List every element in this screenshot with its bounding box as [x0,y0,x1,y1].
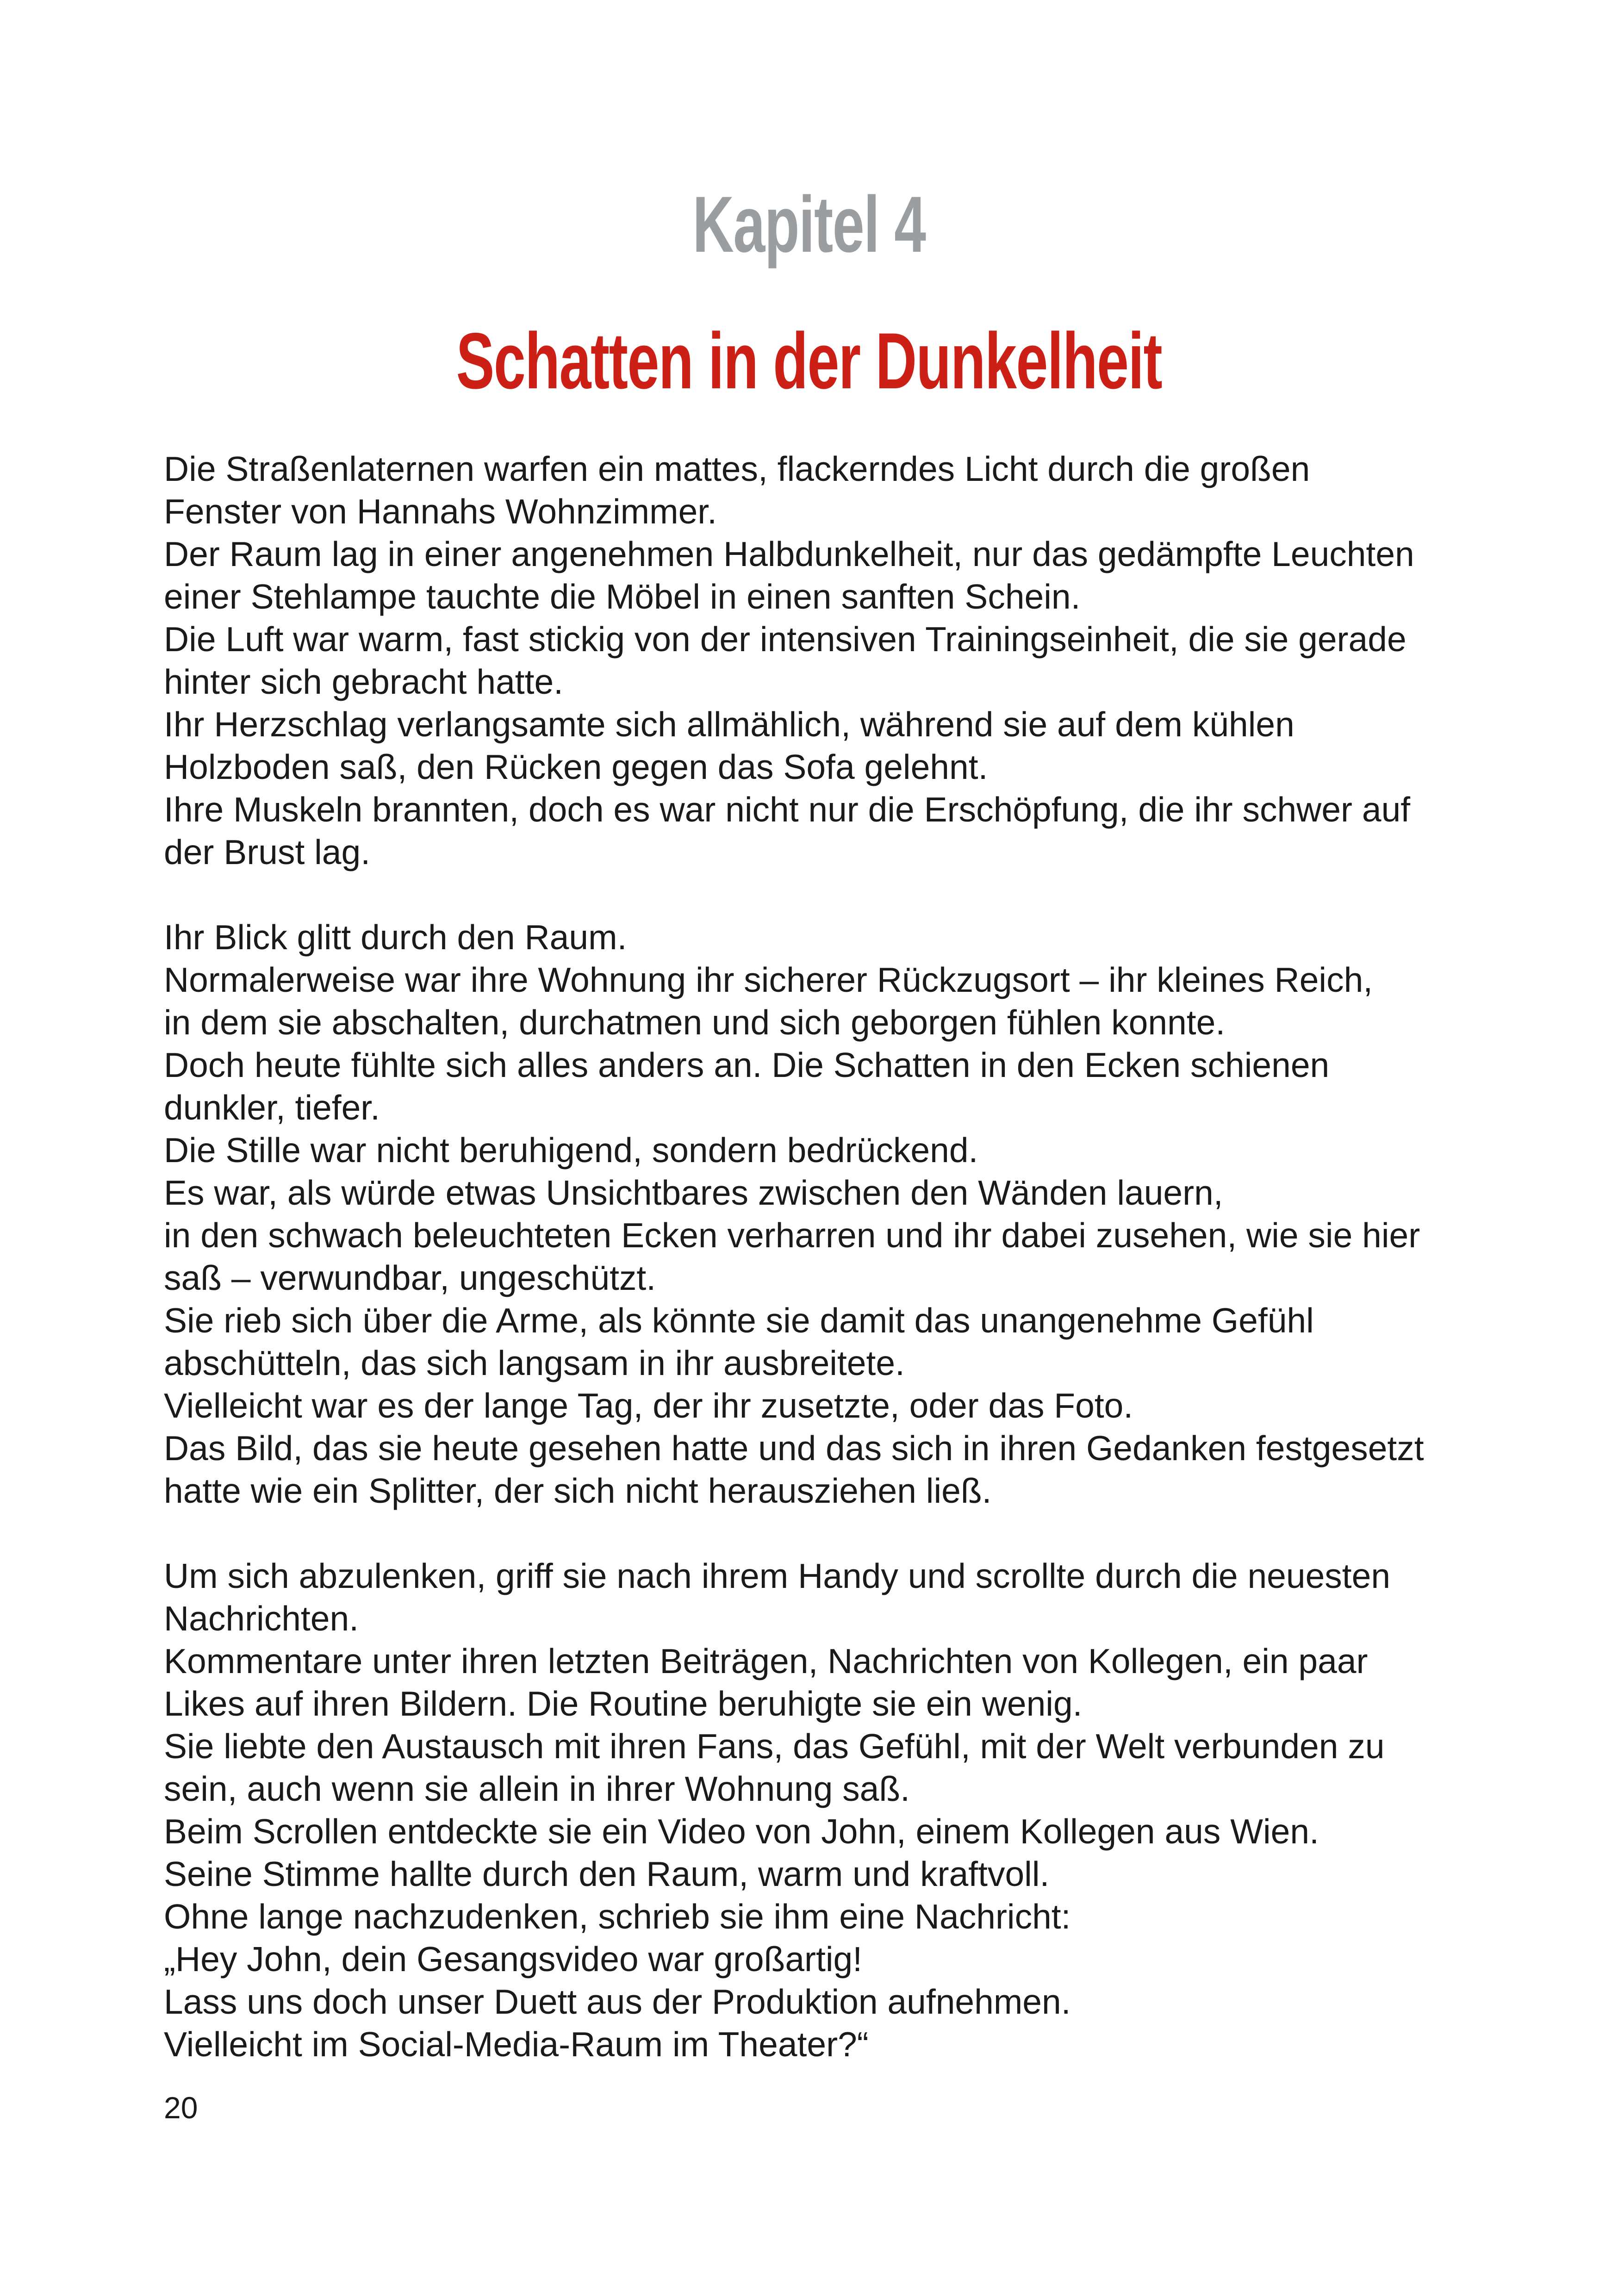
text-line: Ihre Muskeln brannten, doch es war nicht nur die Erschöpfung, die ihr schwer auf [164,790,1411,829]
paragraph-gap [164,873,1469,916]
text-line: Die Stille war nicht beruhigend, sondern bedrückend. [164,1131,978,1170]
text-line: saß – verwundbar, ungeschützt. [164,1258,656,1297]
text-line: in dem sie abschalten, durchatmen und sich geborgen fühlen konnte. [164,1003,1226,1042]
paragraph [164,448,1469,873]
text-line: Vielleicht im Social-Media-Raum im Theater?“ [164,2025,869,2064]
text-line: Kommentare unter ihren letzten Beiträgen, Nachrichten von Kollegen, ein paar [164,1642,1368,1680]
paragraph [164,916,1469,1512]
text-line: Holzboden saß, den Rücken gegen das Sofa gelehnt. [164,747,988,786]
text-line: dunkler, tiefer. [164,1088,380,1127]
text-line: Likes auf ihren Bildern. Die Routine beruhigte sie ein wenig. [164,1684,1083,1723]
text-line: Beim Scrollen entdeckte sie ein Video von John, einem Kollegen aus Wien. [164,1812,1319,1851]
text-line: hinter sich gebracht hatte. [164,662,564,701]
text-line: Sie rieb sich über die Arme, als könnte sie damit das unangenehme Gefühl [164,1301,1314,1340]
text-line: Sie liebte den Austausch mit ihren Fans, das Gefühl, mit der Welt verbunden zu [164,1727,1385,1766]
text-line: „Hey John, dein Gesangsvideo war großartig! [164,1940,863,1979]
page-number: 20 [164,2091,198,2125]
text-line: hatte wie ein Splitter, der sich nicht herausziehen ließ. [164,1471,992,1510]
text-line: Ihr Herzschlag verlangsamte sich allmählich, während sie auf dem kühlen [164,705,1294,744]
text-line: Das Bild, das sie heute gesehen hatte und das sich in ihren Gedanken festgesetzt [164,1429,1424,1468]
text-line: der Brust lag. [164,833,371,871]
text-line: Vielleicht war es der lange Tag, der ihr zusetzte, oder das Foto. [164,1386,1133,1425]
chapter-label: Kapitel 4 [692,180,926,269]
text-line: Ohne lange nachzudenken, schrieb sie ihm eine Nachricht: [164,1897,1071,1936]
text-line: Die Luft war warm, fast stickig von der intensiven Trainingseinheit, die sie gerade [164,620,1406,659]
text-line: Die Straßenlaternen warfen ein mattes, flackerndes Licht durch die großen [164,449,1310,488]
text-line: Fenster von Hannahs Wohnzimmer. [164,492,717,531]
text-line: Ihr Blick glitt durch den Raum. [164,918,627,957]
paragraph [164,1555,1469,2066]
text-line: in den schwach beleuchteten Ecken verharren und ihr dabei zusehen, wie sie hier [164,1216,1420,1255]
text-line: sein, auch wenn sie allein in ihrer Wohnung saß. [164,1769,910,1808]
paragraph-gap [164,1512,1469,1555]
text-line: einer Stehlampe tauchte die Möbel in einen sanften Schein. [164,577,1081,616]
text-line: abschütteln, das sich langsam in ihr ausbreitete. [164,1344,905,1382]
text-line: Normalerweise war ihre Wohnung ihr sicherer Rückzugsort – ihr kleines Reich, [164,960,1373,999]
chapter-title: Schatten in der Dunkelheit [456,317,1162,405]
text-line: Der Raum lag in einer angenehmen Halbdunkelheit, nur das gedämpfte Leuchten [164,535,1414,573]
text-line: Lass uns doch unser Duett aus der Produktion aufnehmen. [164,1982,1071,2021]
text-line: Um sich abzulenken, griff sie nach ihrem Handy und scrollte durch die neuesten [164,1556,1391,1595]
text-line: Nachrichten. [164,1599,359,1638]
text-line: Doch heute fühlte sich alles anders an. Die Schatten in den Ecken schienen [164,1045,1330,1084]
text-line: Es war, als würde etwas Unsichtbares zwischen den Wänden lauern, [164,1173,1223,1212]
body-text [164,448,1469,2066]
text-line: Seine Stimme hallte durch den Raum, warm und kraftvoll. [164,1854,1050,1893]
